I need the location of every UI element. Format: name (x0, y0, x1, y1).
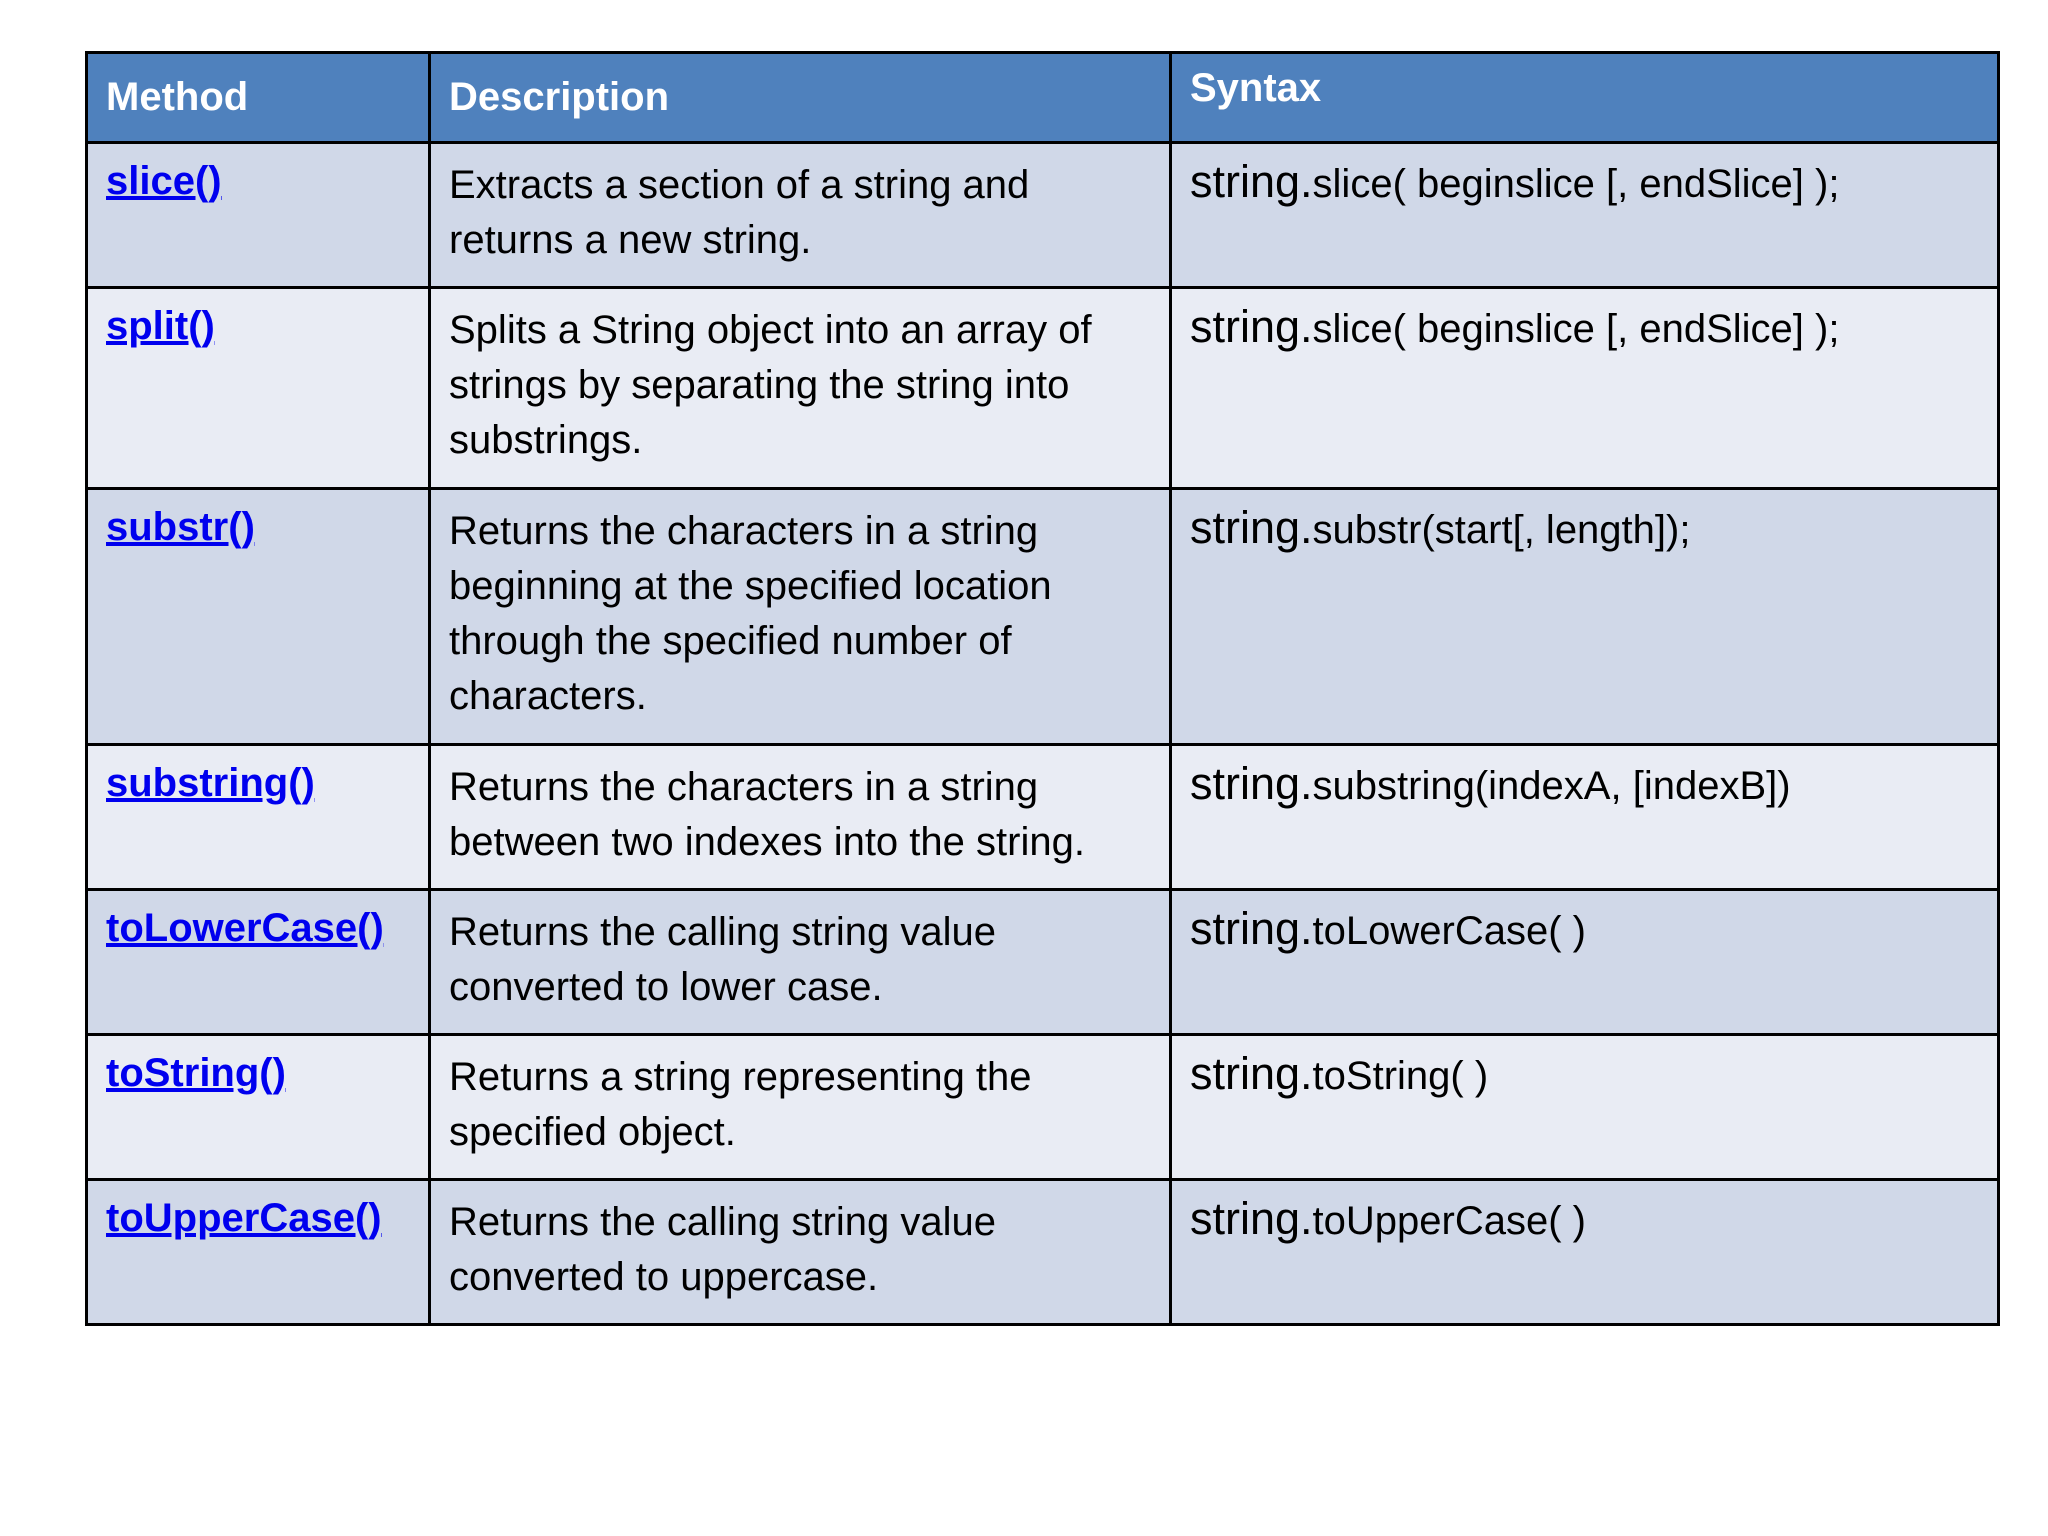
syntax-call: toLowerCase( ) (1312, 909, 1586, 953)
syntax-call: slice( beginslice [, endSlice] ); (1312, 307, 1840, 351)
syntax-call: substr(start[, length]); (1312, 508, 1691, 552)
syntax-cell (1171, 1035, 1999, 1180)
method-cell (87, 143, 430, 288)
description-text: Returns the characters in a string between two indexes into the string. (449, 765, 1085, 864)
syntax-text (1190, 1191, 1979, 1249)
syntax-cell (1171, 288, 1999, 489)
method-link-slice[interactable]: slice() (106, 159, 222, 203)
syntax-prefix: string. (1190, 903, 1313, 954)
description-text: Returns the calling string value converted to lower case. (449, 910, 996, 1009)
header-description: Description (430, 53, 1171, 143)
method-cell (87, 288, 430, 489)
syntax-prefix: string. (1190, 1048, 1313, 1099)
syntax-cell (1171, 489, 1999, 745)
description-cell (430, 1180, 1171, 1325)
syntax-call: toString( ) (1312, 1054, 1489, 1098)
syntax-prefix: string. (1190, 758, 1313, 809)
table-row-touppercase (87, 1180, 1999, 1325)
header-syntax: Syntax (1171, 53, 1999, 143)
table-header-row (87, 53, 1999, 143)
method-cell (87, 489, 430, 745)
description-cell (430, 489, 1171, 745)
method-cell (87, 1035, 430, 1180)
syntax-call: substring(indexA, [indexB]) (1312, 764, 1791, 808)
syntax-prefix: string. (1190, 1193, 1313, 1244)
description-cell (430, 143, 1171, 288)
syntax-call: slice( beginslice [, endSlice] ); (1312, 162, 1840, 206)
table-row-tolowercase (87, 890, 1999, 1035)
syntax-text (1190, 901, 1979, 959)
syntax-cell (1171, 890, 1999, 1035)
method-link-tostring[interactable]: toString() (106, 1051, 286, 1095)
table-row-slice (87, 143, 1999, 288)
method-cell (87, 1180, 430, 1325)
syntax-prefix: string. (1190, 301, 1313, 352)
method-link-split[interactable]: split() (106, 304, 215, 348)
syntax-cell (1171, 143, 1999, 288)
syntax-prefix: string. (1190, 156, 1313, 207)
header-method: Method (87, 53, 430, 143)
syntax-text (1190, 1046, 1979, 1104)
syntax-text (1190, 154, 1979, 212)
description-cell (430, 745, 1171, 890)
table-row-substring (87, 745, 1999, 890)
syntax-text (1190, 756, 1979, 814)
method-cell (87, 745, 430, 890)
syntax-cell (1171, 1180, 1999, 1325)
table-row-substr (87, 489, 1999, 745)
syntax-prefix: string. (1190, 502, 1313, 553)
method-link-tolowercase[interactable]: toLowerCase() (106, 906, 384, 950)
method-cell (87, 890, 430, 1035)
description-text: Returns the characters in a string beginning at the specified location through the specified number of characters. (449, 509, 1052, 718)
table-row-tostring (87, 1035, 1999, 1180)
description-cell (430, 890, 1171, 1035)
syntax-cell (1171, 745, 1999, 890)
string-methods-table (85, 51, 2000, 1326)
syntax-call: toUpperCase( ) (1312, 1199, 1586, 1243)
method-link-substring[interactable]: substring() (106, 761, 315, 805)
table-row-split (87, 288, 1999, 489)
description-text: Extracts a section of a string and returns a new string. (449, 163, 1030, 262)
syntax-text (1190, 500, 1979, 558)
method-link-substr[interactable]: substr() (106, 505, 255, 549)
description-text: Returns a string representing the specified object. (449, 1055, 1032, 1154)
syntax-text (1190, 299, 1979, 357)
method-link-touppercase[interactable]: toUpperCase() (106, 1196, 382, 1240)
description-text: Returns the calling string value converted to uppercase. (449, 1200, 996, 1299)
description-cell (430, 1035, 1171, 1180)
description-text: Splits a String object into an array of strings by separating the string into substrings. (449, 308, 1092, 462)
description-cell (430, 288, 1171, 489)
